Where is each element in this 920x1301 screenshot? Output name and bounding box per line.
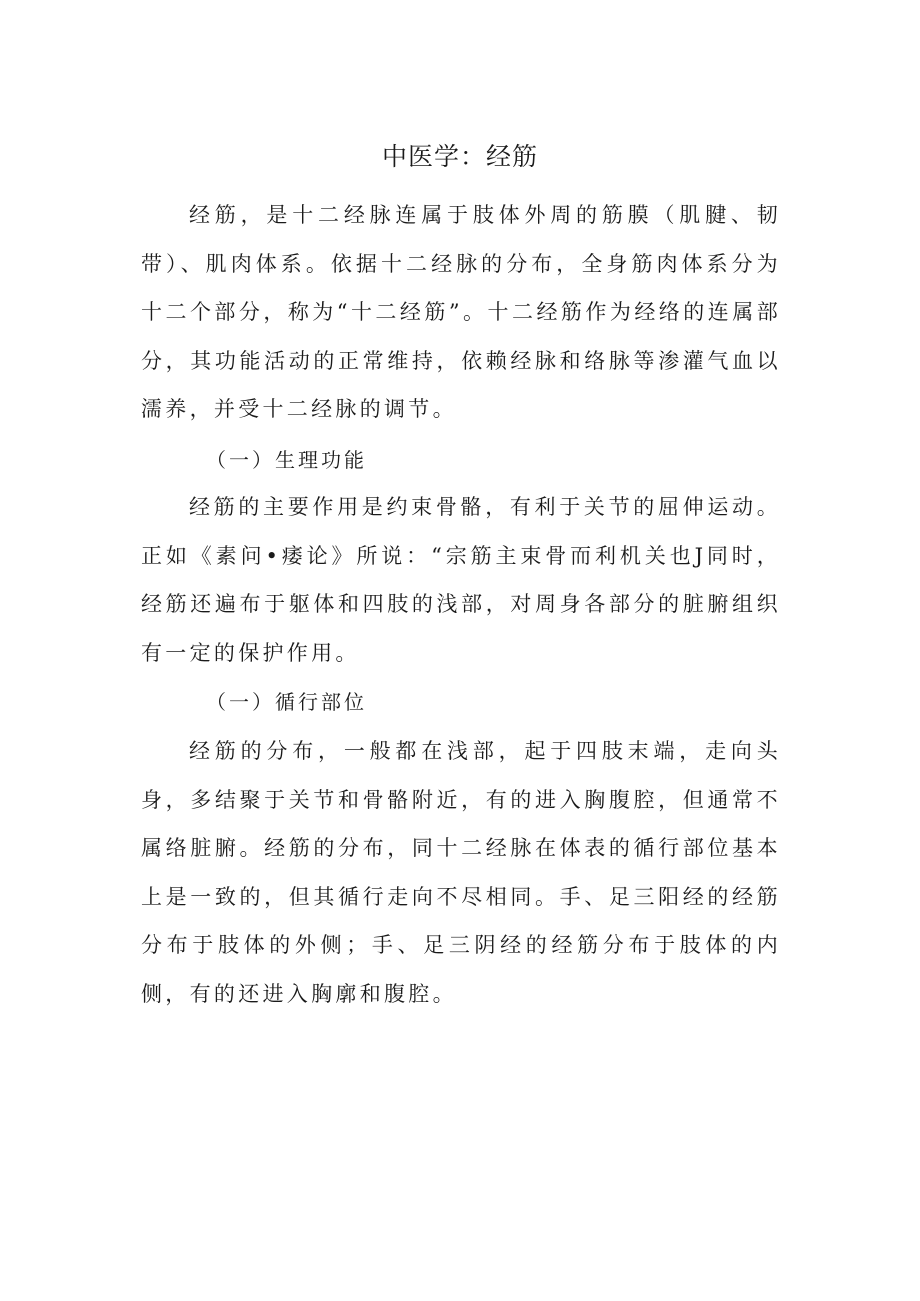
section-heading-physiological-function: （一）生理功能 [206,448,367,472]
physiological-function-paragraph: 经筋的主要作用是约束骨骼，有利于关节的屈伸运动。正如《素问•痿论》所说：“宗筋主束骨而利机关也J同时，经筋还遍布于躯体和四肢的浅部，对周身各部分的脏腑组织有一定的保护作用。 [141,495,781,665]
section-heading-circulation-location: （一）循行部位 [206,690,367,714]
intro-paragraph: 经筋，是十二经脉连属于肢体外周的筋膜（肌腱、韧带）、肌肉体系。依据十二经脉的分布，全身筋肉体系分为十二个部分，称为“十二经筋”。十二经筋作为经络的连属部分，其功能活动的正常维持，依赖经脉和络脉等渗灌气血以濡养，并受十二经脉的调节。 [141,203,781,421]
circulation-location-paragraph: 经筋的分布，一般都在浅部，起于四肢末端，走向头身，多结聚于关节和骨骼附近，有的进入胸腹腔，但通常不属络脏腑。经筋的分布，同十二经脉在体表的循行部位基本上是一致的，但其循行走向不尽相同。手、足三阳经的经筋分布于肢体的外侧；手、足三阴经的经筋分布于肢体的内侧，有的还进入胸廓和腹腔。 [141,739,781,1006]
document-title: 中医学：经筋 [381,142,538,171]
